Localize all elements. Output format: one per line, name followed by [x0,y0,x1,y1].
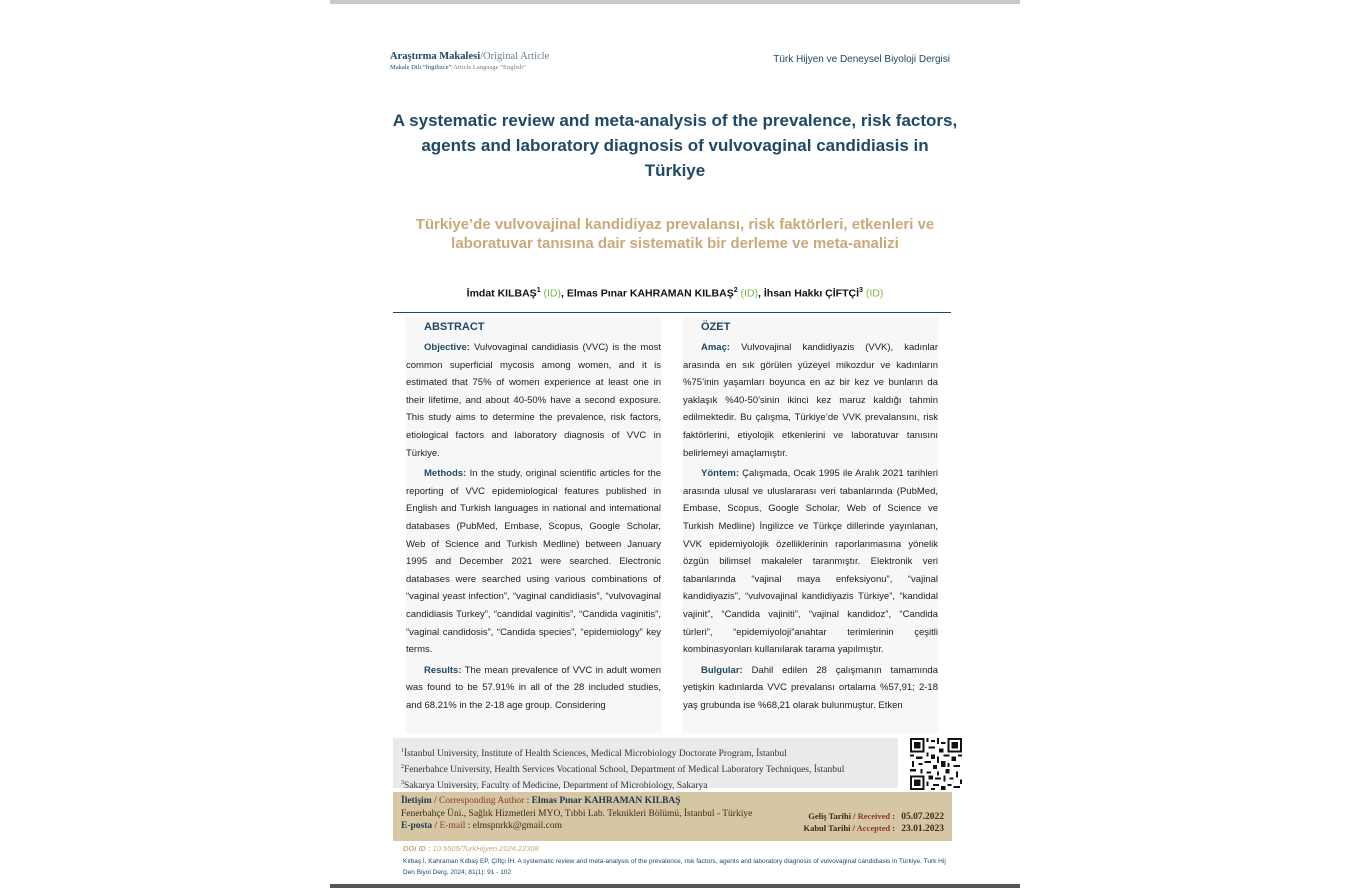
ozet-heading: ÖZET [701,321,731,333]
article-type-header [390,51,549,71]
corresponding-email: E-posta / E-mail : elmspnrkk@gmail.com [401,821,563,831]
ozet-bulgular: Bulgular: Dahil edilen 28 çalışmanın tamamında yetişkin kadınlarda VVC prevalansı ortalama %57,91; 2-18 yaş grubunda ise %68,21 olarak bulunmuştur. Etken [683,664,938,711]
corresponding-author-box [393,792,952,841]
article-title-english: A systematic review and meta-analysis of the prevalence, risk factors, agents and laboratory diagnosis of vulvovaginal candidiasis in Türkiye [392,111,958,180]
article-type: Araştırma Makalesi/Original Article [390,51,550,62]
ozet-column [683,317,938,733]
ozet-yontem: Yöntem: Çalışmada, Ocak 1995 ile Aralık 2021 tarihleri arasında ulusal ve uluslararası veri tabanlarında (PubMed, Embase, Scopus, Google Scholar, Web of Science ve Turkish Medline) İngilizce ve Türkçe dillerinde yayınlanan, VVK epidemiyolojik özelliklerinin raporlanmasına yönelik özgün bilimsel makaleler taranmıştır. Elektronik veri tabanlarında “vajinal maya enfeksiyonu”, “vajinal kandidiyazis”, “vulvovajinal kandidiyazis Türkiye”, “kandidal vajinit”, “Candida vajiniti”, “vajinal kandidoz”, “Candida türleri”, “epidemiyoloji”anahtar terimlerinin çeşitli kombinasyonları kullanılarak tarama yapılmıştır. [683,468,938,656]
ozet-amac: Amaç: Vulvovajinal kandidiyazis (VVK), kadınlar arasında en sık görülen yüzeyel mikozdur ve kadınların %75’inin yaşamları boyunca en az bir kez ve bunların da yaklaşık %40-50’sinin ikinci kez maruz kaldığı tahmin edilmektedir. Bu çalışma, Türkiye’de VVK prevalansını, risk faktörlerini, etiyolojik etkenlerini ve laboratuvar tanısını belirlemeyi amaçlamıştır. [683,342,938,459]
abstract-heading: ABSTRACT [424,321,485,333]
article-language: Makale Dili “İngilizce”/Article Language “English” [390,64,526,71]
affiliation-item: $^2$Fenerbahce University, Health Services Vocational School, Department of Medical Laboratory Techniques, İstanbul [401,763,845,775]
corresponding-author: İletişim / Corresponding Author : Elmas Pınar KAHRAMAN KILBAŞ [401,796,681,806]
affiliation-item: $^1$İstanbul University, Institute of Health Sciences, Medical Microbiology Doctorate Program, İstanbul [401,748,787,760]
affiliation-item: $^3$Sakarya University, Faculty of Medicine, Department of Microbiology, Sakarya [401,779,708,791]
qr-code-icon[interactable] [910,738,962,790]
doi[interactable]: DOI ID : 10.5505/TurkHijyen.2024.22308 [403,844,539,853]
abstract-methods: Methods: In the study, original scientific articles for the reporting of VVC epidemiological features published in English and Turkish languages in national and international databases (PubMed, Embase, Scopus, Google Scholar, Web of Science and Turkish Medline) between January 1995 and December 2021 were searched. Electronic databases were searched using various combinations of “vaginal yeast infection”, “vaginal candidiasis”, “vulvovaginal candidiasis Turkey”, “candidal vaginitis”, “Candida vaginitis”, “vaginal candidosis”, “Candida species”, “epidemiology” key terms. [406,468,661,656]
received-date: Geliş Tarihi / Received : 05.07.2022 [808,811,944,822]
orcid-link[interactable]: (ID) [865,287,884,300]
orcid-link[interactable]: (ID) [740,287,759,300]
email-link[interactable]: elmspnrkk@gmail.com [472,821,563,831]
article-dates [803,811,944,835]
journal-page [330,0,1020,888]
citation: Kılbaş İ, Kahraman Kılbaş EP, Çiftçi İH. A systematic review and meta-analysis of the prevalence, risk factors, agents and laboratory diagnosis of vulvovaginal candidiasis in Türkiye. Turk Hij Den Biyol Derg, 2024; 81(1): 91 - 102 [403,858,946,876]
author-name: İmdat KILBAŞ [466,287,537,300]
orcid-link[interactable]: (ID) [543,287,562,300]
author-name: Elmas Pınar KAHRAMAN KILBAŞ [566,287,734,300]
abstract-objective: Objective: Vulvovaginal candidiasis (VVC) is the most common superficial mycosis among women, and it is estimated that 75% of women experience at least one in their lifetime, and about 40-50% have a second exposure. This study aims to determine the prevalence, risk factors, etiological factors and laboratory diagnosis of VVC in Türkiye. [406,342,661,459]
corresponding-address: Fenerbahçe Üni., Sağlık Hizmetleri MYO, Tıbbi Lab. Teknikleri Bölümü, İstanbul - Türkiye [401,808,753,819]
page-bottom-edge [330,884,1020,888]
article-title-turkish: Türkiye’de vulvovajinal kandidiyaz prevalansı, risk faktörleri, etkenleri ve laboratuvar tanısına dair sistematik bir derleme ve meta-analizi [415,216,935,252]
journal-name: Türk Hijyen ve Deneysel Biyoloji Dergisi [773,54,950,65]
accepted-date: Kabul Tarihi / Accepted : 23.01.2023 [803,823,944,834]
author-name: İhsan Hakkı ÇİFTÇİ [763,287,859,300]
abstract-column [406,317,661,733]
author-list: İmdat KILBAŞ$^1$ (ID), Elmas Pınar KAHRAMAN KILBAŞ$^2$ (ID), İhsan Hakkı ÇİFTÇİ$^3$ (ID) [466,287,884,300]
affiliations [393,738,898,791]
divider [393,312,951,313]
abstract-results: Results: The mean prevalence of VVC in adult women was found to be 57.91% in all of the 28 included studies, and 68.21% in the 2-18 age group. Considering [406,664,661,711]
